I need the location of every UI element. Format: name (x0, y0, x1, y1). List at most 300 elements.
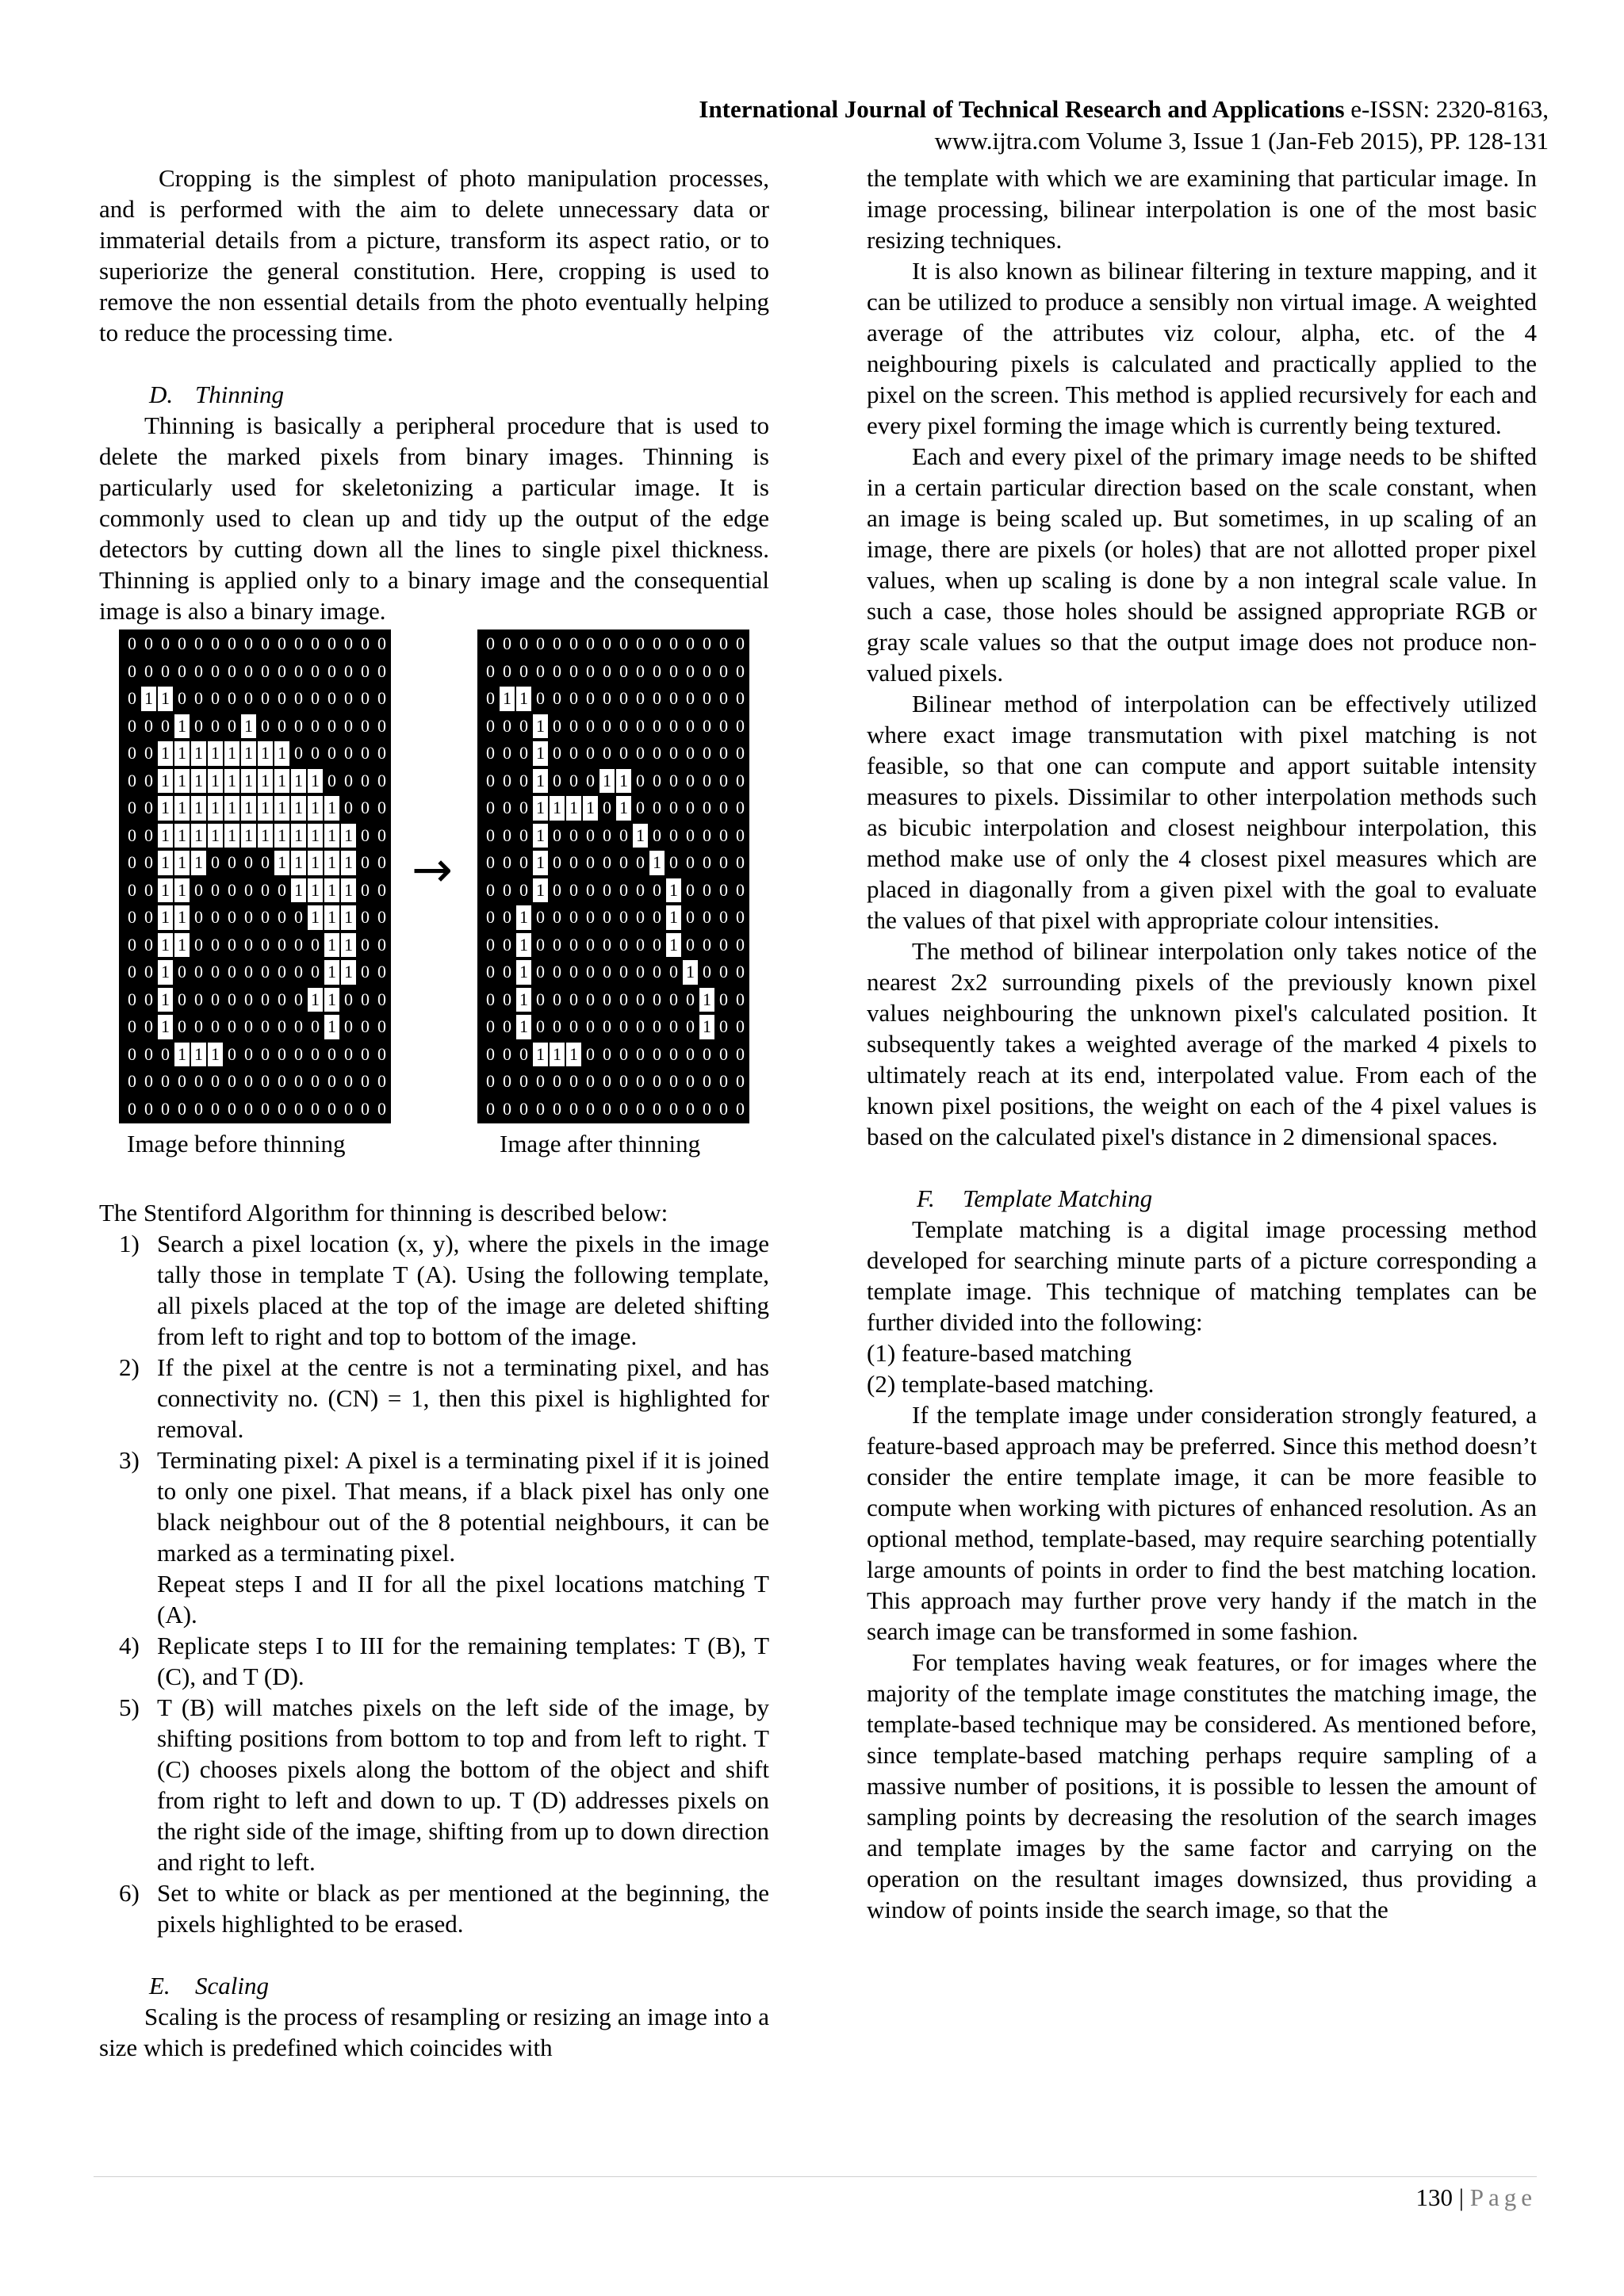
grid-cell: 0 (636, 660, 645, 681)
grid-cell: 0 (294, 989, 303, 1009)
grid-cell: 0 (636, 962, 645, 982)
grid-cell: 0 (144, 798, 153, 817)
grid-cell: 1 (324, 933, 339, 958)
grid-cell: 0 (486, 962, 495, 982)
grid-cell: 0 (144, 1098, 153, 1119)
left-column (99, 163, 769, 2063)
grid-cell: 1 (666, 933, 681, 958)
grid-cell: 1 (699, 1015, 714, 1039)
grid-cell: 0 (278, 660, 286, 681)
grid-cell: 1 (274, 769, 289, 794)
step-number: 5) (119, 1693, 140, 1721)
grid-cell: 0 (719, 715, 728, 736)
grid-cell: 0 (603, 1016, 611, 1036)
grid-cell: 0 (228, 989, 236, 1009)
grid-cell: 0 (603, 879, 611, 900)
grid-cell: 0 (377, 1071, 386, 1091)
grid-cell: 0 (128, 852, 136, 872)
grid-cell: 0 (703, 688, 711, 708)
grid-cell: 0 (519, 715, 528, 736)
grid-cell: 0 (603, 907, 611, 927)
grid-cell: 0 (686, 798, 695, 817)
grid-cell: 1 (533, 769, 548, 794)
grid-cell: 0 (244, 1071, 253, 1091)
grid-cell: 0 (503, 660, 511, 681)
grid-cell: 0 (636, 743, 645, 763)
grid-cell: 0 (261, 1043, 270, 1064)
grid-cell: 0 (311, 715, 320, 736)
grid-cell: 1 (616, 769, 631, 794)
grid-cell: 1 (666, 878, 681, 903)
section-heading-thinning (99, 379, 769, 410)
caption-after: Image after thinning (500, 1130, 701, 1158)
grid-cell: 1 (174, 905, 190, 930)
grid-cell: 0 (553, 907, 561, 927)
grid-cell: 0 (603, 934, 611, 955)
grid-cell: 0 (569, 688, 578, 708)
grid-cell: 0 (294, 743, 303, 763)
grid-cell: 0 (244, 1043, 253, 1064)
grid-cell: 0 (361, 633, 370, 653)
grid-cell: 0 (311, 1071, 320, 1091)
grid-cell: 0 (736, 852, 745, 872)
grid-cell: 0 (128, 962, 136, 982)
grid-cell: 0 (128, 660, 136, 681)
grid-cell: 0 (719, 633, 728, 653)
grid-cell: 0 (244, 852, 253, 872)
grid-cell: 0 (377, 1098, 386, 1119)
grid-cell: 0 (311, 633, 320, 653)
grid-cell: 0 (144, 743, 153, 763)
grid-cell: 0 (344, 660, 353, 681)
grid-cell: 0 (669, 1071, 678, 1091)
grid-cell: 1 (533, 824, 548, 848)
grid-cell: 0 (211, 633, 220, 653)
grid-cell: 0 (503, 1098, 511, 1119)
pixel-shifting-paragraph: Each and every pixel of the primary image needs to be shifted in a certain particular direction based on the scale constant, when an image is being scaled up. But sometimes, in up scaling of an image, there are pixels (or holes) that are not allotted proper pixel values, when up scaling is done by a non integral scale value. In such a case, those holes should be assigned appropriate RGB or gray scale values so that the output image does not produce non-valued pixels. (867, 442, 1537, 687)
grid-cell: 1 (308, 796, 323, 821)
grid-cell: 0 (344, 798, 353, 817)
grid-cell: 0 (294, 1071, 303, 1091)
grid-cell: 0 (486, 660, 495, 681)
grid-cell: 1 (566, 796, 581, 821)
grid-cell: 0 (736, 798, 745, 817)
grid-cell: 0 (586, 1098, 595, 1119)
grid-cell: 1 (174, 714, 190, 739)
grid-cell: 1 (291, 769, 306, 794)
thinning-paragraph: Thinning is basically a peripheral procedure that is used to delete the marked pixels from binary images. Thinning is particularly used for skeletonizing a particular image. It is commonly used to clean up and tidy up the output of the edge detectors by cutting down all the lines to single pixel thickness. Thinning is applied only to a binary image and the consequential image is also a binary image. (99, 411, 769, 625)
grid-cell: 1 (241, 741, 256, 766)
journal-header (699, 94, 1549, 124)
grid-cell: 0 (619, 852, 628, 872)
grid-cell: 0 (294, 688, 303, 708)
grid-cell: 1 (533, 796, 548, 821)
grid-cell: 0 (536, 688, 545, 708)
step-number: 2) (119, 1353, 140, 1381)
grid-cell: 1 (341, 851, 356, 875)
grid-cell: 1 (533, 851, 548, 875)
algorithm-step (99, 1692, 769, 1877)
grid-cell: 0 (503, 825, 511, 845)
grid-cell: 1 (633, 824, 648, 848)
grid-cell: 1 (516, 933, 531, 958)
stentiford-intro: The Stentiford Algorithm for thinning is described below: (99, 1199, 668, 1226)
grid-cell: 0 (569, 907, 578, 927)
grid-cell: 0 (278, 633, 286, 653)
step-text: Set to white or black as per mentioned at the beginning, the pixels highlighted to be erased. (157, 1879, 769, 1938)
section-heading-scaling (99, 1970, 769, 2001)
grid-cell: 0 (686, 852, 695, 872)
grid-cell: 0 (344, 633, 353, 653)
grid-cell: 0 (228, 934, 236, 955)
grid-cell: 0 (486, 1043, 495, 1064)
grid-cell: 0 (128, 1016, 136, 1036)
grid-cell: 0 (636, 1043, 645, 1064)
grid-cell: 0 (361, 962, 370, 982)
grid-cell: 1 (516, 1015, 531, 1039)
grid-cell: 1 (533, 714, 548, 739)
arrow-right-icon: → (412, 840, 453, 898)
grid-cell: 0 (719, 798, 728, 817)
grid-cell: 0 (686, 879, 695, 900)
grid-cell: 1 (258, 769, 273, 794)
grid-cell: 0 (619, 660, 628, 681)
grid-cell: 0 (503, 879, 511, 900)
grid-cell: 0 (327, 688, 336, 708)
grid-cell: 0 (128, 879, 136, 900)
grid-cell: 0 (211, 688, 220, 708)
grid-cell: 0 (486, 633, 495, 653)
grid-cell: 0 (619, 633, 628, 653)
grid-cell: 0 (719, 1043, 728, 1064)
grid-cell: 1 (258, 796, 273, 821)
grid-cell: 0 (228, 633, 236, 653)
grid-cell: 1 (274, 741, 289, 766)
grid-cell: 1 (291, 851, 306, 875)
algorithm-step (99, 1877, 769, 1939)
grid-cell: 0 (586, 962, 595, 982)
grid-cell: 0 (619, 1043, 628, 1064)
grid-cell: 0 (228, 879, 236, 900)
grid-cell: 0 (327, 743, 336, 763)
grid-cell: 0 (278, 1071, 286, 1091)
grid-cell: 0 (244, 934, 253, 955)
grid-cell: 0 (144, 825, 153, 845)
grid-cell: 0 (553, 879, 561, 900)
grid-cell: 0 (486, 989, 495, 1009)
algorithm-step (99, 1352, 769, 1445)
grid-cell: 0 (686, 743, 695, 763)
grid-cell: 0 (686, 934, 695, 955)
grid-cell: 0 (519, 770, 528, 790)
grid-cell: 0 (278, 879, 286, 900)
grid-cell: 0 (377, 989, 386, 1009)
grid-cell: 0 (703, 1071, 711, 1091)
grid-cell: 0 (603, 1043, 611, 1064)
grid-cell: 0 (228, 1098, 236, 1119)
grid-cell: 0 (553, 934, 561, 955)
grid-cell: 0 (519, 633, 528, 653)
grid-cell: 0 (703, 879, 711, 900)
grid-cell: 1 (158, 796, 173, 821)
grid-cell: 0 (278, 1098, 286, 1119)
grid-cell: 0 (194, 1098, 203, 1119)
grid-cell: 0 (736, 1016, 745, 1036)
grid-cell: 0 (586, 1043, 595, 1064)
grid-cell: 0 (553, 1098, 561, 1119)
grid-cell: 0 (503, 633, 511, 653)
page-footer (1416, 2182, 1537, 2213)
grid-cell: 0 (144, 879, 153, 900)
grid-cell: 0 (327, 660, 336, 681)
grid-cell: 0 (603, 852, 611, 872)
grid-cell: 0 (536, 660, 545, 681)
grid-cell: 0 (228, 660, 236, 681)
grid-cell: 0 (603, 1071, 611, 1091)
grid-cell: 1 (208, 1043, 223, 1067)
grid-cell: 0 (278, 1016, 286, 1036)
step-number: 1) (119, 1230, 140, 1257)
grid-cell: 0 (294, 1043, 303, 1064)
grid-cell: 0 (344, 743, 353, 763)
grid-cell: 0 (703, 1043, 711, 1064)
grid-cell: 0 (144, 852, 153, 872)
grid-cell: 0 (619, 743, 628, 763)
grid-cell: 0 (703, 633, 711, 653)
grid-cell: 0 (128, 715, 136, 736)
grid-cell: 0 (686, 989, 695, 1009)
grid-cell: 0 (261, 989, 270, 1009)
grid-cell: 0 (503, 1071, 511, 1091)
grid-cell: 0 (261, 934, 270, 955)
grid-cell: 0 (636, 633, 645, 653)
grid-cell: 0 (344, 1016, 353, 1036)
grid-cell: 0 (486, 770, 495, 790)
grid-cell: 0 (486, 934, 495, 955)
grid-cell: 0 (653, 962, 661, 982)
grid-cell: 0 (736, 1071, 745, 1091)
grid-cell: 0 (377, 934, 386, 955)
grid-cell: 0 (536, 934, 545, 955)
thinning-figure (99, 629, 769, 1177)
grid-cell: 1 (566, 1043, 581, 1067)
grid-cell: 0 (636, 770, 645, 790)
grid-cell: 0 (194, 989, 203, 1009)
grid-cell: 0 (194, 934, 203, 955)
grid-cell: 0 (653, 825, 661, 845)
grid-cell: 0 (686, 715, 695, 736)
grid-cell: 0 (486, 798, 495, 817)
grid-cell: 0 (486, 743, 495, 763)
journal-issn: e-ISSN: 2320-8163, (1344, 95, 1549, 123)
grid-cell: 0 (261, 1071, 270, 1091)
grid-cell: 0 (503, 715, 511, 736)
grid-cell: 1 (291, 824, 306, 848)
grid-cell: 0 (669, 715, 678, 736)
grid-cell: 0 (686, 825, 695, 845)
footer-separator: | (1453, 2183, 1470, 2211)
grid-cell: 0 (261, 1016, 270, 1036)
grid-cell: 1 (191, 824, 206, 848)
step-text: Terminating pixel: A pixel is a terminating pixel if it is joined to only one pixel. That means, if a black pixel has only one black neighbour out of the 8 potential neighbours, it can be marked as a terminating pixel. (157, 1446, 769, 1567)
grid-cell: 0 (719, 907, 728, 927)
grid-cell: 0 (228, 688, 236, 708)
grid-cell: 0 (669, 660, 678, 681)
grid-cell: 0 (619, 989, 628, 1009)
grid-cell: 0 (653, 907, 661, 927)
grid-cell: 0 (669, 743, 678, 763)
grid-cell: 0 (553, 688, 561, 708)
grid-cell: 0 (736, 660, 745, 681)
grid-cell: 0 (486, 825, 495, 845)
grid-cell: 1 (191, 851, 206, 875)
grid-cell: 0 (553, 962, 561, 982)
grid-cell: 0 (261, 660, 270, 681)
grid-cell: 1 (516, 960, 531, 985)
grid-cell: 1 (516, 905, 531, 930)
grid-cell: 0 (361, 852, 370, 872)
grid-cell: 0 (311, 962, 320, 982)
grid-cell: 0 (503, 934, 511, 955)
grid-cell: 0 (261, 715, 270, 736)
grid-cell: 1 (341, 960, 356, 985)
grid-cell: 0 (553, 825, 561, 845)
grid-cell: 0 (194, 907, 203, 927)
grid-cell: 0 (736, 1043, 745, 1064)
grid-cell: 1 (291, 878, 306, 903)
grid-cell: 0 (519, 852, 528, 872)
grid-cell: 0 (503, 989, 511, 1009)
grid-cell: 0 (361, 660, 370, 681)
grid-cell: 0 (144, 1071, 153, 1091)
grid-cell: 0 (144, 1043, 153, 1064)
grid-cell: 0 (719, 1016, 728, 1036)
grid-cell: 0 (377, 770, 386, 790)
grid-cell: 0 (653, 660, 661, 681)
footer-divider (94, 2176, 1537, 2177)
grid-cell: 0 (586, 688, 595, 708)
grid-cell: 0 (144, 962, 153, 982)
grid-cell: 0 (361, 798, 370, 817)
grid-cell: 0 (553, 989, 561, 1009)
grid-cell: 1 (599, 769, 615, 794)
grid-cell: 1 (191, 769, 206, 794)
grid-cell: 0 (278, 989, 286, 1009)
grid-cell: 0 (686, 1043, 695, 1064)
grid-cell: 0 (653, 633, 661, 653)
grid-cell: 1 (158, 905, 173, 930)
grid-cell: 0 (586, 660, 595, 681)
grid-cell: 0 (603, 962, 611, 982)
journal-issue-line: www.ijtra.com Volume 3, Issue 1 (Jan-Feb 2015), PP. 128-131 (934, 127, 1549, 155)
grid-cell: 0 (636, 1016, 645, 1036)
grid-cell: 1 (583, 796, 598, 821)
grid-cell: 0 (669, 770, 678, 790)
grid-cell: 0 (619, 907, 628, 927)
grid-cell: 0 (619, 934, 628, 955)
grid-cell: 1 (341, 933, 356, 958)
grid-cell: 0 (519, 798, 528, 817)
grid-cell: 0 (619, 1016, 628, 1036)
grid-cell: 0 (178, 633, 186, 653)
grid-cell: 0 (553, 660, 561, 681)
grid-cell: 0 (569, 633, 578, 653)
grid-cell: 1 (324, 1015, 339, 1039)
grid-cell: 0 (128, 798, 136, 817)
grid-cell: 0 (553, 1071, 561, 1091)
grid-cell: 0 (327, 633, 336, 653)
grid-cell: 0 (161, 1043, 170, 1064)
journal-name: International Journal of Technical Research and Applications (699, 95, 1345, 123)
grid-cell: 1 (324, 851, 339, 875)
grid-cell: 0 (344, 688, 353, 708)
grid-cell: 0 (569, 1098, 578, 1119)
grid-cell: 0 (294, 1098, 303, 1119)
grid-cell: 1 (158, 741, 173, 766)
section-number: E. (149, 1972, 170, 1999)
grid-cell: 0 (619, 962, 628, 982)
grid-cell: 0 (128, 1043, 136, 1064)
grid-cell: 0 (653, 743, 661, 763)
grid-cell: 1 (550, 1043, 565, 1067)
grid-cell: 1 (324, 796, 339, 821)
grid-cell: 0 (294, 660, 303, 681)
grid-cell: 1 (649, 851, 665, 875)
grid-cell: 0 (128, 1098, 136, 1119)
grid-cell: 0 (327, 715, 336, 736)
grid-cell: 0 (311, 1043, 320, 1064)
grid-cell: 0 (736, 989, 745, 1009)
step-text: T (B) will matches pixels on the left side of the image, by shifting positions from bottom to top and from left to right. T (C) chooses pixels along the bottom of the object and shift from right to left and down to up. T (D) addresses pixels on the right side of the image, shifting from up to down direction and right to left. (157, 1693, 769, 1876)
grid-cell: 1 (224, 769, 239, 794)
grid-cell: 0 (703, 1098, 711, 1119)
grid-cell: 0 (669, 989, 678, 1009)
grid-cell: 0 (194, 1016, 203, 1036)
grid-cell: 0 (211, 1071, 220, 1091)
grid-cell: 0 (536, 1016, 545, 1036)
grid-cell: 0 (361, 1071, 370, 1091)
grid-cell: 0 (278, 934, 286, 955)
grid-cell: 0 (244, 660, 253, 681)
grid-cell: 0 (161, 715, 170, 736)
grid-cell: 0 (261, 852, 270, 872)
grid-cell: 0 (361, 934, 370, 955)
grid-cell: 0 (553, 633, 561, 653)
grid-cell: 0 (736, 962, 745, 982)
grid-cell: 0 (361, 879, 370, 900)
grid-cell: 0 (636, 1098, 645, 1119)
grid-cell: 1 (533, 741, 548, 766)
grid-cell: 0 (553, 770, 561, 790)
grid-cell: 0 (636, 989, 645, 1009)
grid-cell: 0 (194, 879, 203, 900)
grid-cell: 0 (128, 989, 136, 1009)
bilinear-method-paragraph: Bilinear method of interpolation can be effectively utilized where exact image transmutation with pixel matching is not feasible, so that one can compute and apport suitable intensity measures to pixels. Dissimilar to other interpolation methods such as bicubic interpolation and closest neighbour interpolation, this method make use of only the 4 closest pixel measures which are placed in diagonally from a given pixel with the goal to evaluate the values of that pixel with appropriate colour intensities. (867, 690, 1537, 934)
grid-cell: 0 (244, 688, 253, 708)
grid-cell: 0 (278, 688, 286, 708)
grid-cell: 0 (703, 715, 711, 736)
grid-cell: 1 (324, 824, 339, 848)
grid-cell: 0 (327, 1043, 336, 1064)
grid-cell: 0 (619, 715, 628, 736)
grid-cell: 0 (619, 1071, 628, 1091)
grid-cell: 0 (653, 1043, 661, 1064)
grid-cell: 0 (211, 962, 220, 982)
grid-cell: 0 (519, 1098, 528, 1119)
grid-cell: 1 (158, 878, 173, 903)
grid-cell: 0 (377, 879, 386, 900)
grid-cell: 0 (586, 770, 595, 790)
